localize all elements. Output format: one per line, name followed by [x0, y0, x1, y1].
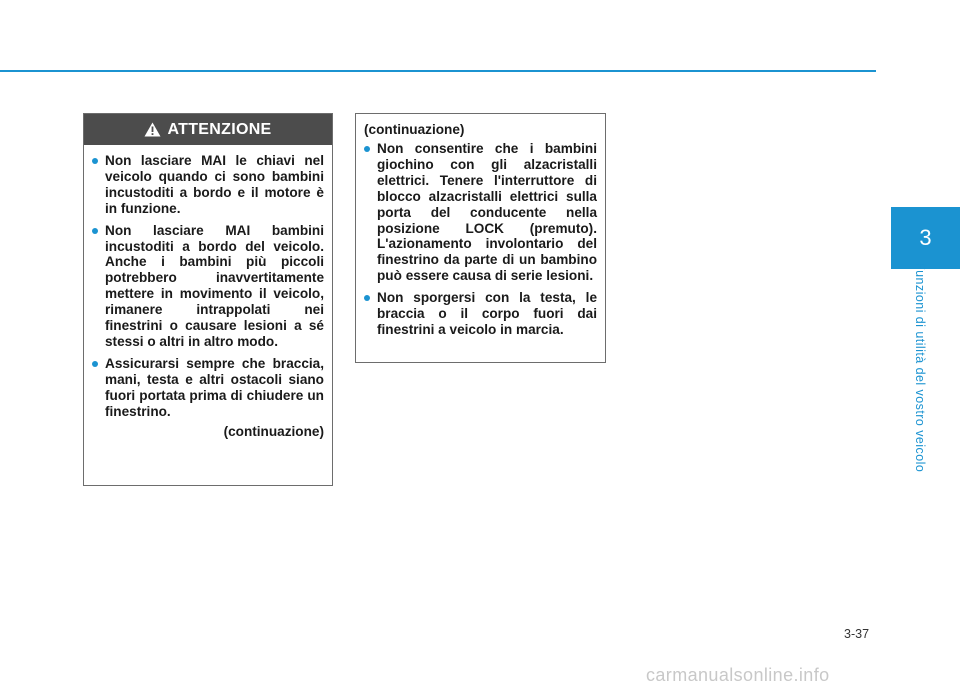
warning-item-text: Non consentire che i bambini giochino con gli alzacristalli elettrici. Tenere l'interruttore di blocco alzacristalli elettrici sulla porta del conducente nella posizione LOCK (premuto). L'azionamento involontario del finestrino da parte di un bambino può essere causa di serie lesioni.: [377, 141, 597, 284]
page-number: 3-37: [844, 627, 870, 641]
warning-header: [84, 114, 332, 145]
warning-item-text: Non lasciare MAI bambini incustoditi a bordo del veicolo. Anche i bambini più piccoli potrebbero inavvertitamente mettere in movimento il veicolo, rimanere intrappolati nei finestrini o causare lesioni a sé stessi o altri in altro modo.: [105, 222, 324, 349]
warning-item: [92, 153, 324, 217]
bullet-icon: [92, 228, 98, 234]
watermark: carmanualsonline.info: [646, 665, 830, 685]
chapter-number: 3: [919, 225, 932, 250]
warning-box-right: [355, 113, 606, 363]
bullet-icon: [92, 361, 98, 367]
warning-body-right: [356, 114, 605, 338]
warning-item-text: Non lasciare MAI le chiavi nel veicolo quando ci sono bambini incustoditi a bordo e il motore è in funzione.: [105, 153, 324, 216]
warning-heading: ATTENZIONE: [167, 120, 272, 138]
warning-item: [364, 141, 597, 284]
warning-item: [92, 356, 324, 420]
warning-item-text: Non sporgersi con la testa, le braccia o il corpo fuori dai finestrini a veicolo in marcia.: [377, 290, 597, 337]
chapter-title: Funzioni di utilità del vostro veicolo: [913, 262, 927, 473]
chapter-number-tab: [891, 207, 960, 269]
continuation-label: (continuazione): [223, 423, 324, 439]
warning-box-left: [83, 113, 333, 486]
continuation-label: (continuazione): [364, 122, 465, 137]
top-rule: [0, 70, 876, 72]
bullet-icon: [92, 158, 98, 164]
warning-item: [92, 223, 324, 350]
bullet-icon: [364, 295, 370, 301]
warning-item-text: Assicurarsi sempre che braccia, mani, testa e altri ostacoli siano fuori portata prima di chiudere un finestrino.: [105, 355, 324, 419]
bullet-icon: [364, 146, 370, 152]
warning-body-left: [84, 145, 332, 439]
warning-item: [364, 290, 597, 338]
warning-triangle-icon: [144, 122, 161, 137]
